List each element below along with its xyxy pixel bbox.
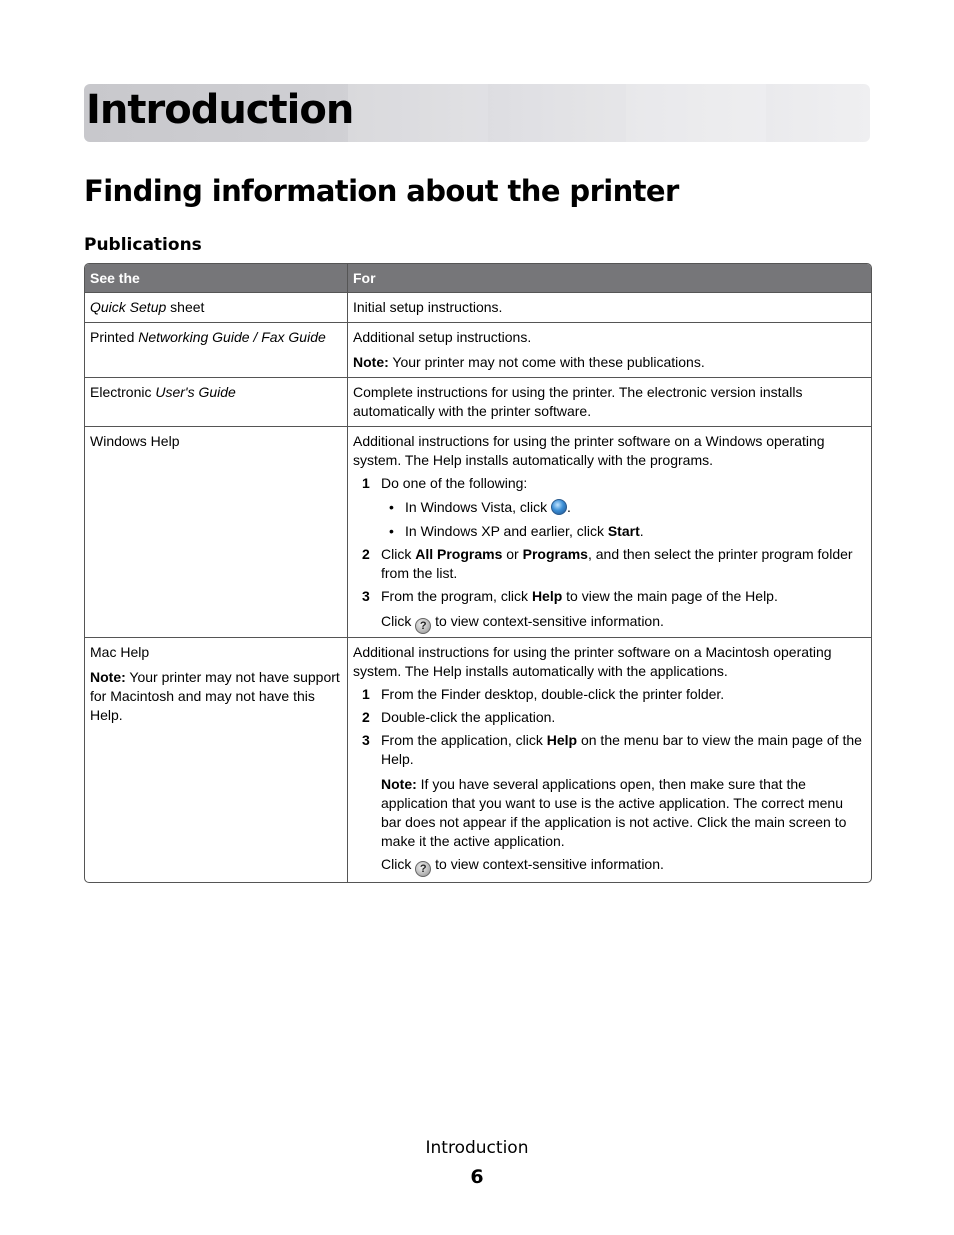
step-number: 2 (362, 709, 370, 725)
for-text: Initial setup instructions. (353, 299, 503, 315)
see-text: Electronic (90, 384, 156, 400)
step-text-part: From the application, click (381, 732, 547, 748)
table-row (85, 426, 871, 637)
see-note (90, 668, 342, 725)
step-note (353, 775, 867, 851)
step-number: 1 (362, 475, 370, 491)
step-number: 3 (362, 732, 370, 748)
for-text: Additional instructions for using the printer software on a Windows operating system. The Help installs automatically with the programs. (353, 433, 825, 468)
banner-segment (488, 84, 626, 142)
step-text (381, 545, 867, 583)
step-1 (353, 474, 867, 493)
bullet-text-part: In Windows Vista, click (405, 499, 552, 515)
see-title: Networking Guide / Fax Guide (138, 329, 326, 345)
see-text: Mac Help (90, 644, 150, 660)
click-help-line (353, 612, 867, 634)
for-text: Complete instructions for using the printer. The electronic version installs automatically with the printer software. (353, 384, 803, 419)
chapter-title: Introduction (86, 87, 354, 133)
step-text-part: Click (381, 546, 416, 562)
step-text (381, 731, 867, 769)
bullet-bold: Start (607, 523, 640, 539)
step-3 (353, 587, 867, 606)
section-title: Finding information about the printer (84, 174, 679, 208)
bullet-xp (353, 522, 867, 541)
note-text: If you have several applications open, then make sure that the application that you want to use is the active application. The correct menu bar does not appear if the application is not active. Click the main screen to make it the active application. (381, 776, 847, 849)
click-help-line (353, 855, 867, 877)
note-text: Your printer may not come with these publications. (388, 354, 705, 370)
click-text: Click (381, 856, 416, 872)
step-text-part: to view the main page of the Help. (562, 588, 778, 604)
table-row (85, 322, 871, 377)
for-cell (348, 378, 871, 426)
note-text: Your printer may not have support for Macintosh and may not have this Help. (90, 669, 340, 723)
see-title: Quick Setup (90, 299, 167, 315)
see-text: Windows Help (90, 433, 180, 449)
help-question-icon: ? (415, 861, 431, 877)
step-text: From the Finder desktop, double-click the printer folder. (381, 686, 725, 702)
note-label: Note: (90, 669, 126, 685)
step-text-part: or (502, 546, 523, 562)
table-header-row (85, 264, 871, 292)
step-text-part: on the menu bar to view the main page of the Help. (381, 732, 862, 767)
click-text: to view context-sensitive information. (431, 613, 664, 629)
for-text: Additional instructions for using the printer software on a Macintosh operating system. The Help installs automatically with the applications. (353, 644, 832, 679)
click-text: Click (381, 613, 416, 629)
bullet-dot: • (389, 523, 394, 539)
help-question-icon: ? (415, 618, 431, 634)
table-row (85, 637, 871, 882)
page-number: 6 (470, 1166, 484, 1188)
bullet-text-part: . (639, 523, 644, 539)
bullet-text (405, 522, 644, 541)
step-bold: Help (546, 732, 578, 748)
bullet-text-part: . (567, 499, 571, 515)
step-bold: All Programs (415, 546, 503, 562)
step-text-part: , and then select the printer program folder from the list. (381, 546, 853, 581)
note-label: Note: (353, 354, 389, 370)
for-text: Additional setup instructions. (353, 329, 532, 345)
see-cell (85, 293, 348, 322)
table-row (85, 292, 871, 322)
step-number: 3 (362, 588, 370, 604)
see-text: Printed (90, 329, 139, 345)
bullet-dot: • (389, 499, 394, 515)
step-1 (353, 685, 867, 704)
see-text: sheet (166, 299, 205, 315)
for-note (353, 353, 867, 372)
step-text: Do one of the following: (381, 475, 528, 491)
bullet-text (405, 498, 571, 517)
banner-segment (348, 84, 488, 142)
bullet-text-part: In Windows XP and earlier, click (405, 523, 608, 539)
bullet-vista (353, 498, 867, 517)
step-number: 2 (362, 546, 370, 562)
step-bold: Programs (522, 546, 588, 562)
table-row (85, 377, 871, 426)
step-bold: Help (531, 588, 563, 604)
see-cell (85, 638, 348, 882)
see-cell (85, 427, 348, 637)
step-text-part: From the program, click (381, 588, 532, 604)
publications-table (84, 263, 872, 883)
step-2 (353, 545, 867, 583)
see-title: User's Guide (155, 384, 236, 400)
step-text: Double-click the application. (381, 709, 556, 725)
step-3 (353, 731, 867, 769)
footer-chapter-label: Introduction (425, 1138, 529, 1158)
for-cell (348, 427, 871, 637)
see-cell (85, 378, 348, 426)
header-for: For (353, 270, 376, 286)
windows-start-orb-icon (551, 499, 567, 515)
subsection-title: Publications (84, 235, 202, 255)
note-label: Note: (381, 776, 417, 792)
for-cell (348, 323, 871, 377)
step-text (381, 587, 867, 606)
banner-segment (626, 84, 766, 142)
for-cell (348, 638, 871, 882)
header-see-the: See the (85, 264, 348, 292)
step-2 (353, 708, 867, 727)
see-cell (85, 323, 348, 377)
chapter-banner (84, 84, 870, 142)
for-cell (348, 293, 871, 322)
click-text: to view context-sensitive information. (431, 856, 664, 872)
step-number: 1 (362, 686, 370, 702)
